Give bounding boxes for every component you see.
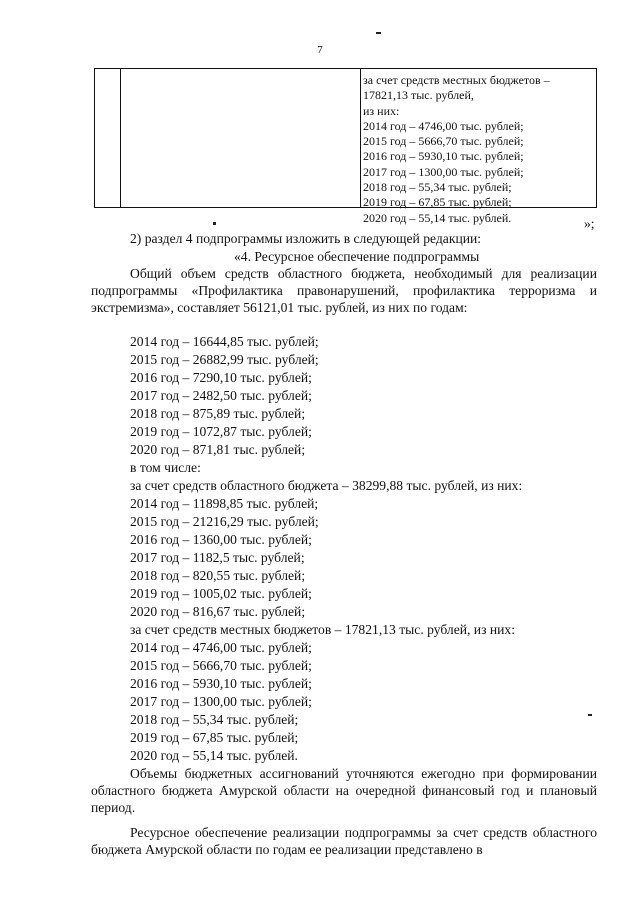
scan-speck [213,222,216,225]
including-label: в том числе: [130,460,201,475]
table-cell-line: за счет средств местных бюджетов – 17821,13 тыс. рублей, [363,73,550,103]
local-year-item: 2020 год – 55,14 тыс. рублей. [130,748,298,763]
table-cell-number [95,69,121,207]
local-year-item: 2016 год – 5930,10 тыс. рублей; [130,676,312,691]
paragraph-total-budget: Общий объем средств областного бюджета, необходимый для реализации подпрограммы «Профилактика правонарушений, профилактика терроризма и экстремизма», составляет 56121,01 тыс. рублей, из них по годам: [91,266,597,315]
page-number: 7 [317,44,323,56]
total-year-item: 2014 год – 16644,85 тыс. рублей; [130,334,319,349]
table-cell-line: 2019 год – 67,85 тыс. рублей; [363,195,512,210]
scan-speck [588,714,592,716]
local-year-item: 2018 год – 55,34 тыс. рублей; [130,712,299,727]
local-year-item: 2014 год – 4746,00 тыс. рублей; [130,640,312,655]
table-cell-line: 2020 год – 55,14 тыс. рублей. [363,210,512,225]
regional-year-item: 2019 год – 1005,02 тыс. рублей; [130,586,312,601]
section-intro: 2) раздел 4 подпрограммы изложить в следующей редакции: [130,231,482,246]
total-year-item: 2016 год – 7290,10 тыс. рублей; [130,370,312,385]
table-cell-line: из них: [363,103,400,118]
regional-year-item: 2015 год – 21216,29 тыс. рублей; [130,514,319,529]
total-year-item: 2015 год – 26882,99 тыс. рублей; [130,352,319,367]
local-year-item: 2015 год – 5666,70 тыс. рублей; [130,658,312,673]
budget-table [94,68,597,225]
table-cell-line: 2016 год – 5930,10 тыс. рублей; [363,149,524,164]
total-year-item: 2019 год – 1072,87 тыс. рублей; [130,424,312,439]
local-year-item: 2019 год – 67,85 тыс. рублей; [130,730,299,745]
regional-budget-header: за счет средств областного бюджета – 38299,88 тыс. рублей, из них: [130,478,523,493]
regional-year-item: 2017 год – 1182,5 тыс. рублей; [130,550,305,565]
table-cell-line: 2018 год – 55,34 тыс. рублей; [363,180,512,195]
local-budget-header: за счет средств местных бюджетов – 17821,13 тыс. рублей, из них: [130,622,515,637]
total-year-item: 2020 год – 871,81 тыс. рублей; [130,442,306,457]
paragraph-allocations: Объемы бюджетных ассигнований уточняются ежегодно при формировании областного бюджета Амурской области на очередной финансовый год и плановый период. [91,766,597,815]
scan-speck [376,32,381,34]
total-year-item: 2018 год – 875,89 тыс. рублей; [130,406,306,421]
table-cell-content [363,73,592,226]
total-year-item: 2017 год – 2482,50 тыс. рублей; [130,388,312,403]
regional-year-item: 2020 год – 816,67 тыс. рублей; [130,604,306,619]
regional-year-item: 2016 год – 1360,00 тыс. рублей; [130,532,312,547]
table-cell-line: 2017 год – 1300,00 тыс. рублей; [363,164,524,179]
regional-year-item: 2018 год – 820,55 тыс. рублей; [130,568,306,583]
table-cell-line: 2015 год – 5666,70 тыс. рублей; [363,134,524,149]
table-cell-label [120,69,361,207]
local-year-item: 2017 год – 1300,00 тыс. рублей; [130,694,312,709]
paragraph-resources: Ресурсное обеспечение реализации подпрограммы за счет средств областного бюджета Амурской области по годам ее реализации представлено в [91,825,597,857]
regional-year-item: 2014 год – 11898,85 тыс. рублей; [130,496,319,511]
table-cell-line: 2014 год – 4746,00 тыс. рублей; [363,118,524,133]
section-title: «4. Ресурсное обеспечение подпрограммы [234,249,480,264]
closing-quote: »; [584,216,595,231]
